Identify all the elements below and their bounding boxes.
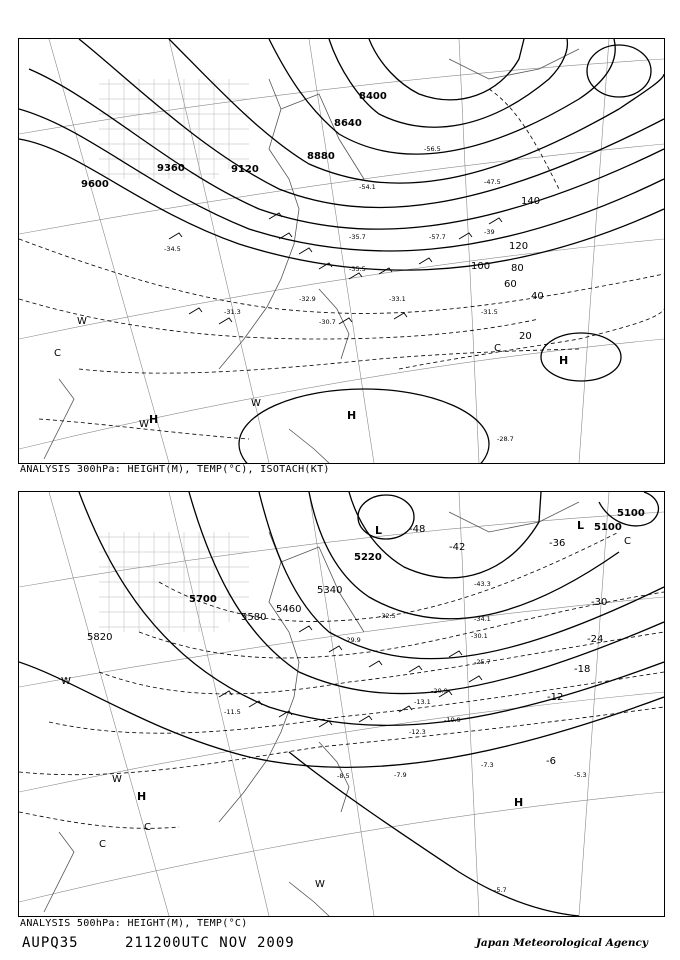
temperature-label: -56.5: [424, 145, 441, 153]
temperature-label: -34.5: [164, 245, 181, 253]
height-label: 9120: [231, 164, 259, 175]
temperature-label: -33.1: [389, 295, 406, 303]
temperature-label: -35.7: [349, 233, 366, 241]
temperature-label: -54.1: [359, 183, 376, 191]
caption-300hpa: ANALYSIS 300hPa: HEIGHT(M), TEMP(°C), ISOTACH(KT): [20, 464, 330, 475]
cold-center: C: [624, 536, 631, 547]
temperature-label: -32.5: [379, 612, 396, 620]
temperature-label: -20.9: [431, 687, 448, 695]
isotach-label: 120: [509, 241, 529, 252]
temperature-label: -11.5: [224, 708, 241, 716]
temperature-label: -43.3: [474, 580, 491, 588]
cold-center: C: [494, 343, 501, 354]
height-label: 5220: [354, 552, 382, 563]
height-label: 5700: [189, 594, 217, 605]
isotach-contours-300: [19, 89, 664, 439]
warm-center: W: [77, 316, 87, 327]
temperature-label: -57.7: [429, 233, 446, 241]
analysis-500hpa-map: [18, 491, 665, 917]
graticule-500: [19, 492, 664, 916]
isotherm-label: -30: [591, 597, 608, 608]
temperature-label: -12.3: [409, 728, 426, 736]
warm-center: W: [315, 879, 325, 890]
warm-center: W: [139, 419, 149, 430]
height-label: 5820: [87, 632, 113, 643]
terrain-hatch-500: [99, 532, 249, 632]
isotherm-label: -42: [449, 542, 466, 553]
height-label: 5100: [617, 508, 645, 519]
height-label: 5460: [276, 604, 302, 615]
temperature-label: -30.1: [471, 632, 488, 640]
height-label: 8400: [359, 91, 387, 102]
temperature-label: -8.5: [337, 772, 350, 780]
graticule-300: [19, 39, 664, 463]
isotherm-label: -36: [549, 538, 566, 549]
temperature-label: -5.3: [574, 771, 587, 779]
temperature-label: -7.9: [394, 771, 407, 779]
low-pressure-center: L: [577, 519, 585, 532]
cold-center: C: [99, 839, 106, 850]
temperature-label: -34.1: [474, 615, 491, 623]
high-pressure-center: H: [137, 790, 147, 803]
cold-center: C: [54, 348, 61, 359]
isotach-label: 60: [504, 279, 517, 290]
temperature-label: -29.9: [344, 636, 361, 644]
isotherm-label: -48: [409, 524, 426, 535]
height-contours-300: [19, 39, 664, 270]
agency-name: Japan Meteorological Agency: [475, 937, 648, 949]
height-label: 9360: [157, 163, 185, 174]
temperature-label: -32.9: [299, 295, 316, 303]
height-label: 5100: [594, 522, 622, 533]
isotherm-label: -6: [546, 756, 556, 767]
high-pressure-center: H: [559, 354, 569, 367]
warm-center: W: [61, 676, 71, 687]
temperature-label: -30.7: [319, 318, 336, 326]
temperature-label: -39: [484, 228, 495, 236]
temperature-label: -5.7: [494, 886, 507, 894]
isotherm-label: -12: [547, 692, 564, 703]
warm-center: W: [251, 398, 261, 409]
high-pressure-center: H: [347, 409, 357, 422]
temperature-label: -31.5: [481, 308, 498, 316]
cold-center: C: [144, 822, 151, 833]
analysis-300hpa-map: [18, 38, 665, 464]
temperature-label: -35.5: [349, 265, 366, 273]
height-label: 5340: [317, 585, 343, 596]
temperature-label: -10.9: [444, 716, 461, 724]
valid-time: 211200UTC NOV 2009: [125, 935, 295, 951]
map-300hpa-canvas: [19, 39, 664, 463]
high-cell-outlines-300: [239, 45, 651, 463]
high-pressure-center: H: [514, 796, 524, 809]
low-pressure-center: L: [375, 524, 383, 537]
isotherm-label: -18: [574, 664, 591, 675]
isotach-label: 100: [471, 261, 491, 272]
temperature-label: -28.7: [497, 435, 514, 443]
temperature-label: -25.7: [474, 658, 491, 666]
temperature-label: -31.3: [224, 308, 241, 316]
isotherm-label: -24: [587, 634, 604, 645]
isotach-label: 20: [519, 331, 532, 342]
height-label: 8880: [307, 151, 335, 162]
caption-500hpa: ANALYSIS 500hPa: HEIGHT(M), TEMP(°C): [20, 918, 248, 929]
height-label: 8640: [334, 118, 362, 129]
map-500hpa-canvas: [19, 492, 664, 916]
height-label: 5580: [241, 612, 267, 623]
isotach-label: 40: [531, 291, 544, 302]
isotach-label: 140: [521, 196, 541, 207]
high-pressure-center: H: [149, 413, 159, 426]
temperature-label: -7.3: [481, 761, 494, 769]
temperature-label: -13.1: [414, 698, 431, 706]
chart-id: AUPQ35: [22, 935, 79, 951]
temperature-label: -47.5: [484, 178, 501, 186]
height-label: 9600: [81, 179, 109, 190]
warm-center: W: [112, 774, 122, 785]
isotach-label: 80: [511, 263, 524, 274]
